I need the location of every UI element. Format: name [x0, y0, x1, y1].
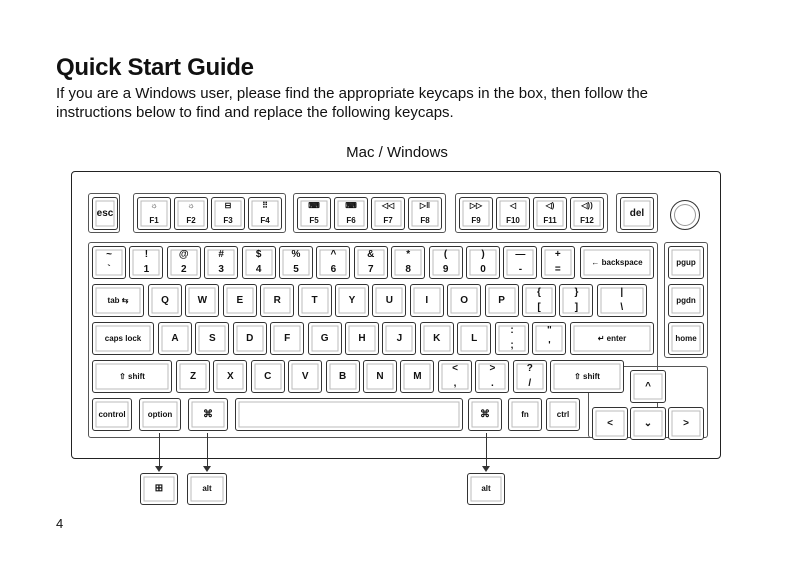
key-label: ^ — [645, 380, 651, 392]
key-0[interactable] — [466, 246, 500, 279]
key-label: A — [171, 332, 179, 344]
left-shift-key[interactable] — [92, 360, 172, 393]
key-label: ; — [510, 340, 514, 351]
key-label: C — [264, 370, 272, 382]
pointer-arrow — [203, 466, 211, 472]
key-label: ⇧ shift — [119, 371, 145, 381]
key-label: 1 — [143, 264, 150, 275]
f5-key[interactable] — [297, 197, 331, 230]
key-label: M — [413, 370, 422, 382]
space-bar[interactable] — [235, 398, 463, 431]
volume-knob[interactable] — [670, 200, 700, 230]
key-h[interactable] — [345, 322, 379, 355]
key-punct-0[interactable] — [438, 360, 472, 393]
key-punct-1[interactable] — [475, 360, 509, 393]
key-g[interactable] — [308, 322, 342, 355]
key-label: Z — [189, 370, 197, 382]
key-label: 7 — [368, 264, 374, 275]
page-number: 4 — [56, 516, 64, 531]
windows-key[interactable] — [140, 473, 178, 505]
key-label: I — [425, 294, 429, 306]
key-label: . — [491, 378, 494, 389]
key-label: > — [683, 417, 689, 429]
key-label: ctrl — [556, 409, 570, 419]
key-label: pgup — [676, 257, 696, 267]
key-sym-0[interactable] — [522, 284, 556, 317]
key-2[interactable] — [167, 246, 201, 279]
key-label: — — [515, 249, 526, 260]
key-6[interactable] — [316, 246, 350, 279]
key-label: O — [460, 294, 469, 306]
key-label: F4 — [260, 216, 270, 225]
key-y[interactable] — [335, 284, 369, 317]
f7-key[interactable] — [371, 197, 405, 230]
layout-caption: Mac / Windows — [346, 144, 448, 161]
key-a[interactable] — [158, 322, 192, 355]
key-label: ⌄ — [643, 417, 653, 429]
fn-media-icon: ⌨ — [345, 201, 357, 210]
fn-media-icon: ◁◁ — [381, 201, 395, 210]
key-e[interactable] — [223, 284, 257, 317]
fn-media-icon: ◁) — [545, 201, 555, 210]
page-title: Quick Start Guide — [56, 54, 254, 81]
key-label: $ — [255, 249, 262, 260]
key-label: ' — [548, 340, 551, 351]
fn-key[interactable] — [508, 398, 542, 431]
fn-media-icon: ▷▷ — [469, 201, 483, 210]
key-label: , — [453, 378, 457, 389]
key-1[interactable] — [129, 246, 163, 279]
up-arrow-key[interactable] — [630, 370, 666, 403]
key-label: del — [629, 207, 645, 219]
key-label: Q — [161, 294, 169, 306]
fn-media-icon: ☼ — [150, 201, 158, 210]
windows-icon: ⊞ — [154, 483, 164, 494]
key-label: pgdn — [676, 295, 696, 305]
key-9[interactable] — [429, 246, 463, 279]
fn-media-icon: ⊟ — [224, 201, 232, 210]
key-label: | — [620, 287, 624, 298]
key-l[interactable] — [457, 322, 491, 355]
key-label: N — [376, 370, 384, 382]
control-key[interactable] — [92, 398, 132, 431]
key-label: F7 — [383, 216, 393, 225]
key-label: control — [98, 409, 126, 419]
key-label: " — [547, 325, 552, 336]
key-label: F2 — [186, 216, 196, 225]
key-label: F8 — [420, 216, 430, 225]
key-label: % — [291, 249, 301, 260]
key-label: { — [537, 287, 541, 298]
key-label: G — [320, 332, 329, 344]
key-label: ( — [443, 249, 448, 260]
key-label: ? — [526, 363, 533, 374]
key-7[interactable] — [354, 246, 388, 279]
key-label: J — [396, 332, 403, 344]
key-label: * — [406, 249, 411, 260]
key-label: \ — [620, 302, 624, 313]
key-label: F1 — [149, 216, 159, 225]
key-label: ~ — [106, 249, 112, 260]
key-label: = — [554, 264, 561, 275]
ctrl-key[interactable] — [546, 398, 580, 431]
key-p[interactable] — [485, 284, 519, 317]
key-quote-0[interactable] — [495, 322, 529, 355]
f1-key[interactable] — [137, 197, 171, 230]
enter-key[interactable] — [570, 322, 654, 355]
key-label: alt — [202, 484, 212, 493]
key-label: ⌘ — [480, 408, 490, 420]
key-label: & — [367, 249, 375, 260]
key-label: S — [209, 332, 216, 344]
del-key[interactable] — [620, 197, 654, 230]
key-label: F — [284, 332, 291, 344]
key-quote-1[interactable] — [532, 322, 566, 355]
key-label: F10 — [506, 216, 520, 225]
key-label: 5 — [293, 264, 299, 275]
intro-text: If you are a Windows user, please find the appropriate keycaps in the box, then follow the instructions below to find and replace the following keycaps. — [56, 85, 649, 121]
key-i[interactable] — [410, 284, 444, 317]
right-shift-key[interactable] — [550, 360, 624, 393]
key-b[interactable] — [326, 360, 360, 393]
key-label: P — [498, 294, 505, 306]
key-r[interactable] — [260, 284, 294, 317]
key-label: W — [197, 294, 208, 306]
key-label: } — [574, 287, 579, 298]
key-x[interactable] — [213, 360, 247, 393]
key-label: fn — [521, 409, 529, 419]
option-key[interactable] — [139, 398, 181, 431]
key-f[interactable] — [270, 322, 304, 355]
key-label: E — [236, 294, 244, 306]
key-label: ⌘ — [203, 408, 213, 420]
key-label: ` — [107, 264, 111, 275]
key-label: F3 — [223, 216, 233, 225]
key-t[interactable] — [298, 284, 332, 317]
key-label: D — [246, 332, 254, 344]
pgdn-key[interactable] — [668, 284, 704, 317]
key-=[interactable] — [541, 246, 575, 279]
key-label: T — [311, 294, 318, 306]
key-j[interactable] — [382, 322, 416, 355]
key-label: 0 — [480, 264, 486, 275]
pointer-line — [486, 433, 487, 467]
pointer-line — [159, 433, 160, 467]
key-d[interactable] — [233, 322, 267, 355]
right-command-key[interactable] — [468, 398, 502, 431]
key-label: 8 — [405, 264, 411, 275]
fn-media-icon: ◁)) — [581, 201, 593, 210]
key-label: F12 — [580, 216, 594, 225]
key-label: / — [528, 378, 532, 389]
key-label: ⇧ shift — [574, 371, 600, 381]
backspace-key[interactable] — [580, 246, 654, 279]
key-n[interactable] — [363, 360, 397, 393]
key-label: @ — [178, 249, 189, 260]
key-label: 6 — [330, 264, 337, 275]
f9-key[interactable] — [459, 197, 493, 230]
key-v[interactable] — [288, 360, 322, 393]
key-label: U — [385, 294, 393, 306]
key-z[interactable] — [176, 360, 210, 393]
tab-key[interactable] — [92, 284, 144, 317]
f3-key[interactable] — [211, 197, 245, 230]
key-sym-1[interactable] — [559, 284, 593, 317]
home-key[interactable] — [668, 322, 704, 355]
key-label: X — [227, 370, 234, 382]
key-label: option — [147, 409, 173, 419]
left-command-key[interactable] — [188, 398, 228, 431]
key-w[interactable] — [185, 284, 219, 317]
alt-key-left[interactable] — [187, 473, 227, 505]
f6-key[interactable] — [334, 197, 368, 230]
key-label: ) — [481, 249, 485, 260]
key-label: F5 — [309, 216, 319, 225]
key-8[interactable] — [391, 246, 425, 279]
fn-media-icon: ◁ — [509, 201, 517, 210]
key-label: ↵ enter — [597, 333, 627, 343]
fn-media-icon: ▷‖ — [419, 201, 431, 210]
key-label: ! — [144, 249, 149, 260]
key-label: esc — [96, 207, 114, 219]
key-u[interactable] — [372, 284, 406, 317]
f2-key[interactable] — [174, 197, 208, 230]
right-arrow-key[interactable] — [668, 407, 704, 440]
key-label: > — [489, 363, 496, 374]
pointer-line — [207, 433, 208, 467]
key-label: V — [301, 370, 309, 382]
alt-key-right[interactable] — [467, 473, 505, 505]
key-label: F11 — [543, 216, 557, 225]
key-label: + — [554, 249, 561, 260]
f10-key[interactable] — [496, 197, 530, 230]
down-arrow-key[interactable] — [630, 407, 666, 440]
key-label: # — [218, 249, 224, 260]
key-label: 3 — [218, 264, 224, 275]
key-s[interactable] — [195, 322, 229, 355]
fn-media-icon: ⌨ — [308, 201, 320, 210]
f4-key[interactable] — [248, 197, 282, 230]
key-label: H — [358, 332, 366, 344]
key-label: < — [607, 417, 613, 429]
fn-media-icon: ⠿ — [262, 201, 268, 210]
f11-key[interactable] — [533, 197, 567, 230]
key-label: < — [452, 363, 458, 374]
key-label: Y — [348, 294, 356, 306]
key--[interactable] — [503, 246, 537, 279]
key-label: ← backspace — [591, 257, 643, 267]
key-label: 4 — [255, 264, 262, 275]
key-label: 9 — [442, 264, 449, 275]
key-o[interactable] — [447, 284, 481, 317]
key-5[interactable] — [279, 246, 313, 279]
key-label: F6 — [346, 216, 356, 225]
key-label: F9 — [471, 216, 481, 225]
key-`[interactable] — [92, 246, 126, 279]
key-punct-2[interactable] — [513, 360, 547, 393]
pointer-arrow — [155, 466, 163, 472]
key-m[interactable] — [400, 360, 434, 393]
key-sym-2[interactable] — [597, 284, 647, 317]
f8-key[interactable] — [408, 197, 442, 230]
key-label: [ — [537, 302, 541, 313]
key-label: L — [471, 332, 478, 344]
key-k[interactable] — [420, 322, 454, 355]
key-label: ] — [574, 302, 579, 313]
caps-lock-key[interactable] — [92, 322, 154, 355]
key-label: tab ⇆ — [107, 295, 129, 305]
key-label: R — [273, 294, 281, 306]
pgup-key[interactable] — [668, 246, 704, 279]
key-label: alt — [481, 484, 491, 493]
key-c[interactable] — [251, 360, 285, 393]
key-3[interactable] — [204, 246, 238, 279]
key-q[interactable] — [148, 284, 182, 317]
key-label: 2 — [181, 264, 187, 275]
f12-key[interactable] — [570, 197, 604, 230]
key-label: - — [518, 264, 523, 275]
key-label: B — [338, 370, 347, 382]
left-arrow-key[interactable] — [592, 407, 628, 440]
pointer-arrow — [482, 466, 490, 472]
key-4[interactable] — [242, 246, 276, 279]
fn-media-icon: ☼ — [187, 201, 195, 210]
esc-key[interactable] — [92, 197, 118, 230]
key-label: K — [433, 332, 441, 344]
key-label: caps lock — [104, 333, 142, 343]
key-label: : — [510, 325, 514, 336]
key-label: home — [675, 333, 697, 343]
key-label: ^ — [330, 249, 337, 260]
